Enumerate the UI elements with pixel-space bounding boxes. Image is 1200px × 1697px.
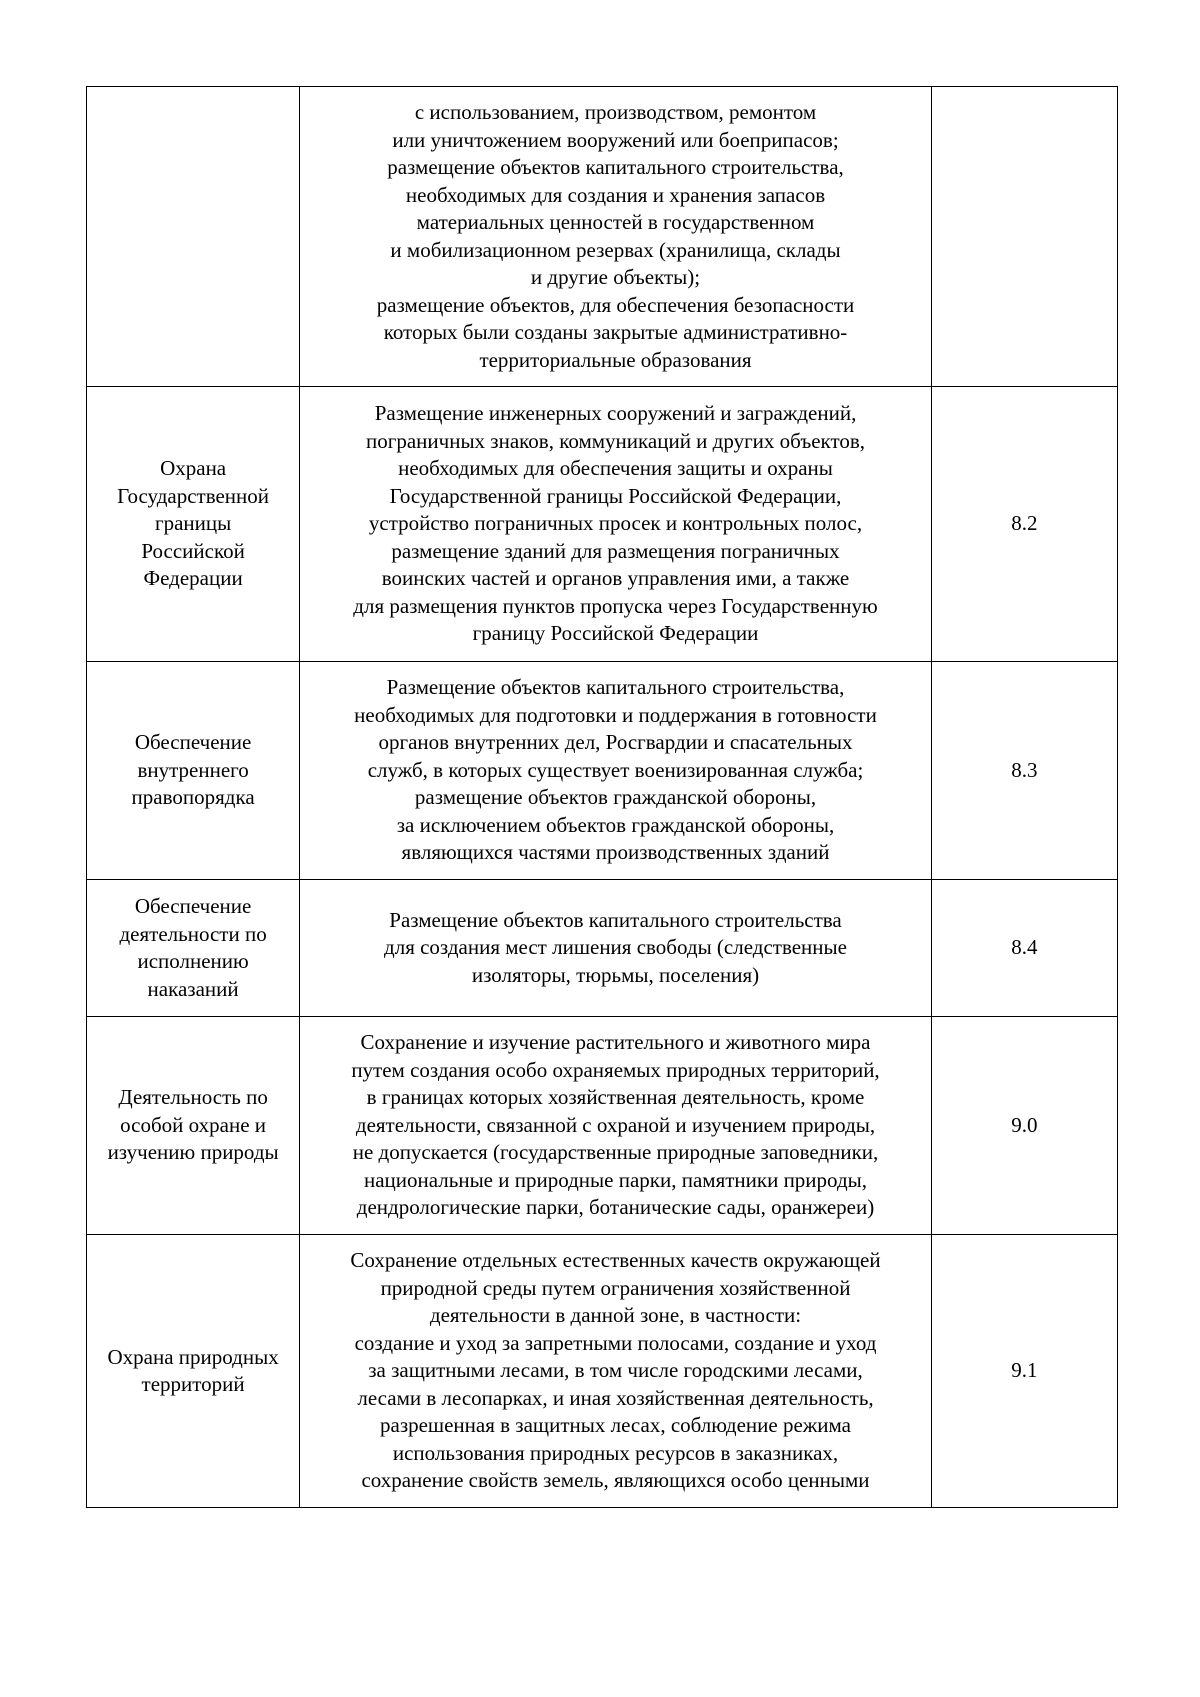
- use-name-text: Охрана природных территорий: [107, 1344, 279, 1396]
- use-description-text: Сохранение отдельных естественных качеств окружающей природной среды путем ограничения хозяйственной деятельности в данной зоне, в частности: создание и уход за запретными полосами, создание и уход за защитными лесами, в том числе городскими лесами, лесами в лесопарках, и иная хозяйственная деятельность, разрешенная в защитных лесах, соблюдение режима использования природных ресурсов в заказниках, сохранение свойств земель, являющихся особо ценными: [350, 1248, 881, 1493]
- use-name-cell: [87, 87, 300, 387]
- table-row: [87, 1235, 1118, 1508]
- use-name-cell: [87, 1235, 300, 1508]
- table-row: [87, 880, 1118, 1017]
- use-description-text: Размещение инженерных сооружений и заграждений, пограничных знаков, коммуникаций и других объектов, необходимых для обеспечения защиты и охраны Государственной границы Российской Федерации, устройство пограничных просек и контрольных полос, размещение зданий для размещения пограничных воинских частей и органов управления ими, а также для размещения пунктов пропуска через Государственную границу Российской Федерации: [353, 401, 878, 646]
- use-description-cell: [300, 387, 932, 662]
- use-code-cell: [931, 662, 1117, 880]
- use-name-cell: [87, 662, 300, 880]
- use-code-text: 8.3: [1011, 757, 1038, 782]
- table-row: [87, 1017, 1118, 1235]
- use-name-text: Обеспечение деятельности по исполнению наказаний: [119, 894, 267, 1001]
- table-row: [87, 662, 1118, 880]
- use-description-cell: [300, 880, 932, 1017]
- use-description-text: Размещение объектов капитального строительства для создания мест лишения свободы (следственные изоляторы, тюрьмы, поселения): [384, 907, 847, 987]
- use-code-text: 8.4: [1011, 935, 1038, 960]
- use-description-text: Размещение объектов капитального строительства, необходимых для подготовки и поддержания в готовности органов внутренних дел, Росгвардии и спасательных служб, в которых существует военизированная служба; размещение объектов гражданской обороны, за исключением объектов гражданской обороны, являющихся частями производственных зданий: [354, 675, 877, 865]
- use-description-text: с использованием, производством, ремонтом или уничтожением вооружений или боеприпасов; размещение объектов капитального строительства, необходимых для создания и хранения запасов материальных ценностей в государственном и мобилизационном резервах (хранилища, склады и другие объекты); размещение объектов, для обеспечения безопасности которых были созданы закрытые административно- территориальные образования: [376, 100, 855, 372]
- use-code-cell: [931, 1017, 1117, 1235]
- use-code-cell: [931, 87, 1117, 387]
- use-description-cell: [300, 87, 932, 387]
- table-row: [87, 87, 1118, 387]
- use-description-cell: [300, 1017, 932, 1235]
- use-code-cell: [931, 1235, 1117, 1508]
- use-code-text: 9.1: [1011, 1358, 1038, 1383]
- use-code-cell: [931, 387, 1117, 662]
- table-row: [87, 387, 1118, 662]
- use-name-cell: [87, 1017, 300, 1235]
- use-name-text: Деятельность по особой охране и изучению природы: [107, 1085, 279, 1165]
- use-description-cell: [300, 1235, 932, 1508]
- use-description-cell: [300, 662, 932, 880]
- use-name-text: Обеспечение внутреннего правопорядка: [131, 730, 255, 810]
- use-code-text: 9.0: [1011, 1112, 1038, 1137]
- use-description-text: Сохранение и изучение растительного и животного мира путем создания особо охраняемых природных территорий, в границах которых хозяйственная деятельность, кроме деятельности, связанной с охраной и изучением природы, не допускается (государственные природные заповедники, национальные и природные парки, памятники природы, дендрологические парки, ботанические сады, оранжереи): [351, 1030, 880, 1220]
- use-name-cell: [87, 880, 300, 1017]
- land-use-table: [86, 86, 1118, 1508]
- use-name-text: Охрана Государственной границы Российской Федерации: [117, 456, 270, 591]
- use-code-cell: [931, 880, 1117, 1017]
- use-code-text: 8.2: [1011, 511, 1038, 536]
- use-name-cell: [87, 387, 300, 662]
